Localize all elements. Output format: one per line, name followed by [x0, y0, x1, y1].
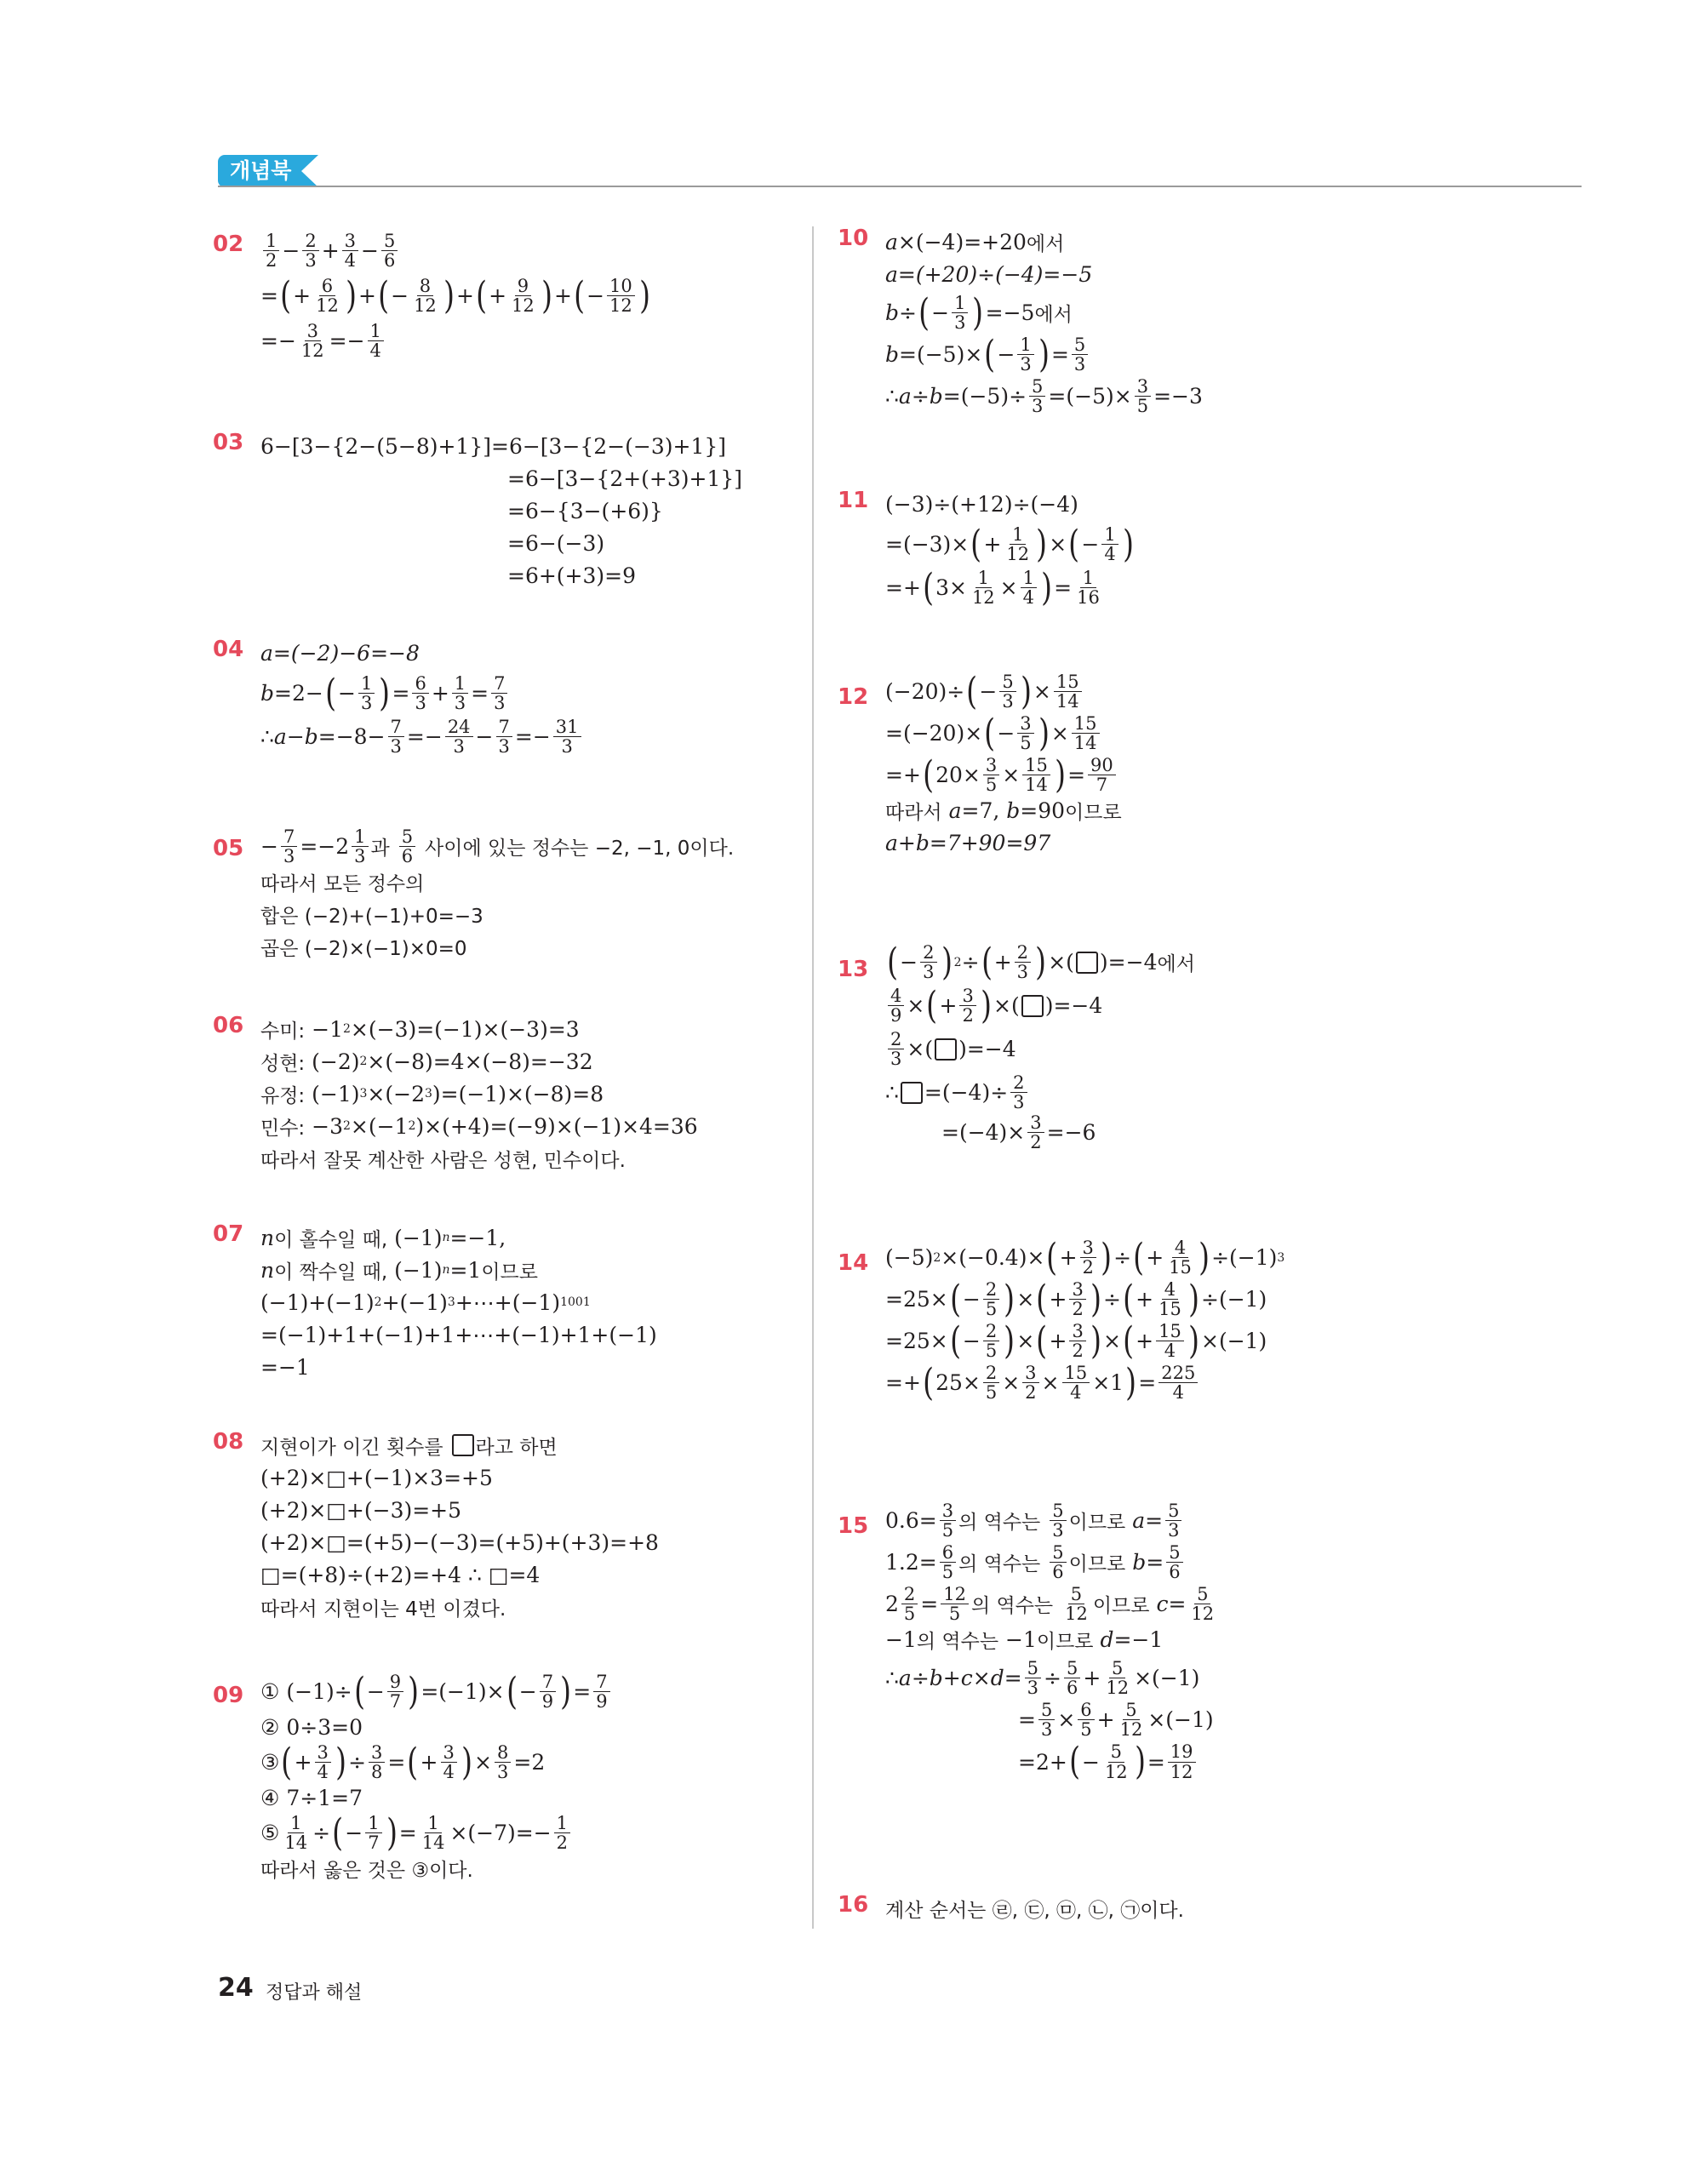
- math-line: n 이 홀수일 때, (−1) n =−1,: [260, 1225, 506, 1251]
- math-line: 따라서 a =7, b =90 이므로: [885, 798, 1122, 824]
- text-line: 따라서 잘못 계산한 사람은 성현, 민수이다.: [260, 1149, 626, 1172]
- math-line: 1.2= $\frac{6}{5}$ 의 역수는 $\frac{5}{6}$ 이므로 b = $\frac{5}{6}$: [885, 1543, 1219, 1581]
- problem-08: [213, 1429, 659, 1623]
- blank-box: [1076, 952, 1098, 974]
- blank-box: [935, 1038, 957, 1061]
- problem-number: 07: [213, 1221, 244, 1247]
- math-line: ∴ =(−4)÷ $\frac{2}{3}$: [885, 1073, 1195, 1112]
- math-line: $\frac{1}{2}$ − $\frac{2}{3}$ + $\frac{3}{4}$ − $\frac{5}{6}$: [260, 232, 652, 270]
- text-line: 따라서 지현이는 4번 이겼다.: [260, 1598, 506, 1621]
- problem-number: 03: [213, 430, 244, 455]
- math-line: 유정: (−1) 3 ×(−2 3 )=(−1)×(−8)=8: [260, 1081, 604, 1107]
- math-line: =(−20)× ( − $\frac{3}{5}$ ) × $\frac{15}{14}$: [885, 714, 1122, 752]
- page-number: 24: [218, 1973, 254, 2003]
- problem-number: 11: [838, 488, 869, 513]
- math-line: 0.6= $\frac{3}{5}$ 의 역수는 $\frac{5}{3}$ 이므로 a = $\frac{5}{3}$: [885, 1501, 1219, 1540]
- problem-12: [838, 669, 1122, 859]
- text-line: 곱은 (−2)×(−1)×0=0: [260, 937, 467, 960]
- math-line: =2+ ( − $\frac{5}{12}$ ) = $\frac{19}{12}$: [885, 1742, 1219, 1781]
- math-line: = ( + $\frac{6}{12}$ ) + ( − $\frac{8}{12}$ ) + ( + $\frac{9}{12}$ ) + ( − $\frac{10}{12}$ ): [260, 273, 650, 317]
- problem-10: [838, 226, 1203, 417]
- text-line: 지현이가 이긴 횟수를 라고 하면: [260, 1429, 659, 1461]
- math-line: □=(+8)÷(+2)=+4 ∴ □=4: [260, 1562, 541, 1587]
- math-line: b ÷ ( − $\frac{1}{3}$ ) =−5 에서: [885, 290, 1073, 334]
- problem-number: 04: [213, 637, 244, 662]
- math-line: =6−[3−{2+(+3)+1}]: [507, 466, 743, 491]
- math-line: = $\frac{5}{3}$ × $\frac{6}{5}$ + $\frac{5}{12}$ ×(−1): [1018, 1700, 1214, 1741]
- math-line: ( − $\frac{2}{3}$ ) 2 ÷ ( + $\frac{2}{3}$ ) ×( )=−4 에서: [887, 940, 1195, 984]
- text-line: 따라서 옳은 것은 ③이다.: [260, 1859, 473, 1882]
- problem-number: 12: [838, 684, 869, 710]
- header-rule: [218, 186, 1582, 187]
- problem-number: 10: [838, 226, 869, 251]
- math-line: 성현: (−2) 2 ×(−8)=4×(−8)=−32: [260, 1049, 593, 1075]
- math-line: (−20)÷ ( − $\frac{5}{3}$ ) × $\frac{15}{14}$: [885, 672, 1122, 711]
- math-line: a=(+20)÷(−4)=−5: [885, 261, 1093, 287]
- math-line: (−3)÷(+12)÷(−4): [885, 491, 1078, 517]
- problem-number: 15: [838, 1513, 869, 1539]
- problem-number: 16: [838, 1892, 869, 1918]
- math-line: − $\frac{7}{3}$ =−2 $\frac{1}{3}$ 과 $\frac{5}{6}$ 사이에 있는 정수는 −2, −1, 0이다.: [260, 826, 735, 867]
- math-line: a=(−2)−6=−8: [260, 640, 420, 666]
- math-line: =+ ( 25× $\frac{2}{5}$ × $\frac{3}{2}$ × $\frac{15}{4}$ ×1 ) = $\frac{225}{4}$: [885, 1364, 1284, 1402]
- math-line: 6−[3−{2−(5−8)+1}]=6−[3−{2−(−3)+1}]: [260, 433, 727, 459]
- math-line: ③ ( + $\frac{3}{4}$ ) ÷ $\frac{3}{8}$ = ( + $\frac{3}{4}$ ) × $\frac{8}{3}$ =2: [260, 1740, 546, 1784]
- math-line: =− $\frac{3}{12}$ =− $\frac{1}{4}$: [260, 322, 652, 360]
- problem-number: 13: [838, 957, 869, 982]
- problem-06: [213, 1013, 698, 1175]
- problem-16: [838, 1892, 1184, 1924]
- math-line: b =2− ( − $\frac{1}{3}$ ) = $\frac{6}{3}$ + $\frac{1}{3}$ = $\frac{7}{3}$: [260, 674, 584, 712]
- math-line: =6−(−3): [507, 530, 605, 556]
- problem-number: 09: [213, 1683, 244, 1708]
- section-tab: 개념북: [218, 155, 301, 187]
- math-line: =(−3)× ( + $\frac{1}{12}$ ) × ( − $\frac{1}{4}$ ): [885, 522, 1134, 566]
- math-line: (+2)×□=(+5)−(−3)=(+5)+(+3)=+8: [260, 1529, 659, 1555]
- problem-number: 06: [213, 1013, 244, 1038]
- problem-11: [838, 488, 1136, 609]
- problem-04: [213, 637, 584, 758]
- column-divider: [812, 226, 814, 1929]
- text-line: 계산 순서는 ㉣, ㉢, ㉤, ㉡, ㉠이다.: [885, 1899, 1184, 1922]
- math-line: =25× ( − $\frac{2}{5}$ ) × ( + $\frac{3}{2}$ ) ÷ ( + $\frac{4}{15}$ ) ÷(−1): [885, 1277, 1267, 1321]
- math-line: $\frac{4}{9}$ × ( + $\frac{3}{2}$ ) ×( )=−4: [885, 986, 1195, 1025]
- math-line: ∴ a ÷ b =(−5)÷ $\frac{5}{3}$ =(−5)× $\frac{3}{5}$ =−3: [885, 376, 1203, 417]
- footer-label: 정답과 해설: [266, 1982, 363, 2004]
- math-line: ∴ a − b =−8− $\frac{7}{3}$ =− $\frac{24}{3}$ − $\frac{7}{3}$ =− $\frac{31}{3}$: [260, 718, 584, 756]
- math-line: $\frac{2}{3}$ ×( )=−4: [885, 1030, 1195, 1068]
- math-line: ⑤ $\frac{1}{14}$ ÷ ( − $\frac{1}{7}$ ) = $\frac{1}{14}$ ×(−7)=− $\frac{1}{2}$: [260, 1814, 613, 1852]
- math-line: ∴ a ÷ b + c × d = $\frac{5}{3}$ ÷ $\frac{5}{6}$ + $\frac{5}{12}$ ×(−1): [885, 1658, 1200, 1699]
- problem-number: 05: [213, 836, 244, 861]
- problem-15: [838, 1501, 1219, 1784]
- text-line: 합은 (−2)+(−1)+0=−3: [260, 905, 483, 928]
- problem-03: [213, 430, 743, 592]
- math-line: =6−{3−(+6)}: [507, 498, 663, 523]
- math-line: =25× ( − $\frac{2}{5}$ ) × ( + $\frac{3}{2}$ ) × ( + $\frac{15}{4}$ ) ×(−1): [885, 1318, 1267, 1363]
- math-line: (+2)×□+(−1)×3=+5: [260, 1465, 493, 1490]
- math-line: =+ ( 20× $\frac{3}{5}$ × $\frac{15}{14}$ ) = $\frac{90}{7}$: [885, 756, 1122, 794]
- math-line: ④ 7÷1=7: [260, 1785, 363, 1810]
- text-line: 따라서 모든 정수의: [260, 872, 425, 895]
- math-line: 2 $\frac{2}{5}$ = $\frac{12}{5}$ 의 역수는 $\frac{5}{12}$ 이므로 c = $\frac{5}{12}$: [885, 1584, 1215, 1625]
- math-line: =6+(+3)=9: [507, 563, 637, 588]
- problem-02: [213, 231, 652, 362]
- math-line: (−1)+(−1) 2 +(−1) 3 +⋯+(−1) 1001: [260, 1289, 591, 1315]
- math-line: a ×(−4)=+20 에서: [885, 229, 1065, 255]
- math-line: =−1: [260, 1354, 310, 1380]
- math-line: =(−4)× $\frac{3}{2}$ =−6: [941, 1112, 1096, 1153]
- problem-13: [838, 940, 1195, 1153]
- problem-number: 14: [838, 1250, 869, 1276]
- math-line: ① (−1)÷ ( − $\frac{9}{7}$ ) =(−1)× ( − $\frac{7}{9}$ ) = $\frac{7}{9}$: [260, 1672, 613, 1711]
- math-line: (−5) 2 ×(−0.4)× ( + $\frac{3}{2}$ ) ÷ ( + $\frac{4}{15}$ ) ÷(−1) 3: [885, 1235, 1285, 1279]
- math-line: 수미: −1 2 ×(−3)=(−1)×(−3)=3: [260, 1016, 580, 1043]
- math-line: −1 의 역수는 −1 이므로 d =−1: [885, 1627, 1164, 1653]
- math-line: =(−1)+1+(−1)+1+⋯+(−1)+1+(−1): [260, 1322, 657, 1347]
- math-line: b =(−5)× ( − $\frac{1}{3}$ ) = $\frac{5}{3}$: [885, 335, 1203, 374]
- math-line: n 이 짝수일 때, (−1) n =1 이므로: [260, 1257, 538, 1284]
- problem-07: [213, 1221, 657, 1383]
- problem-number: 02: [213, 232, 244, 257]
- problem-05: [213, 826, 735, 963]
- problem-14: [838, 1235, 1285, 1404]
- math-line: a+b=7+90=97: [885, 830, 1051, 855]
- math-line: =+ ( 3× $\frac{1}{12}$ × $\frac{1}{4}$ ) = $\frac{1}{16}$: [885, 565, 1100, 609]
- math-line: ② 0÷3=0: [260, 1714, 363, 1740]
- blank-box: [452, 1434, 474, 1456]
- math-line: (+2)×□+(−3)=+5: [260, 1497, 462, 1523]
- blank-box: [901, 1082, 923, 1104]
- problem-09: [213, 1669, 613, 1884]
- blank-box: [1021, 995, 1044, 1017]
- math-line: 민수: −3 2 ×(−1 2 )×(+4)=(−9)×(−1)×4=36: [260, 1113, 698, 1140]
- problem-number: 08: [213, 1429, 244, 1455]
